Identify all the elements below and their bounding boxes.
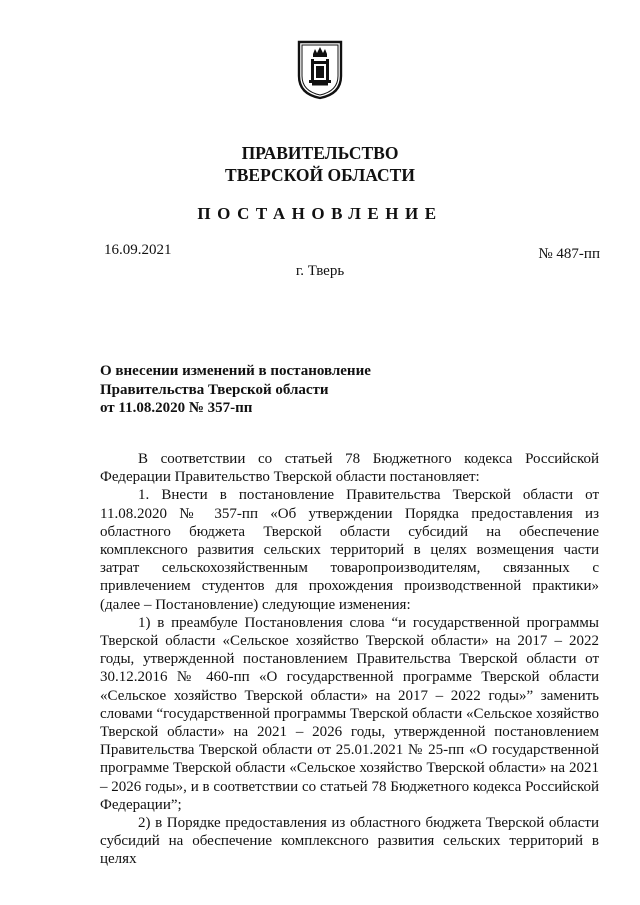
organization-name-line2: ТВЕРСКОЙ ОБЛАСТИ	[225, 165, 415, 185]
paragraph-subitem-1: 1) в преамбуле Постановления слова “и государственной программы Тверской области «Сельское хозяйство Тверской области» на 2017 – 2022 годы, утвержденной постановлением Правительства Тверской области от 30.12.2016 № 460-пп «О государственной программе Тверской области «Сельское хозяйство Тверской области» на 2017 – 2022 годы»” заменить словами “государственной программы Тверской области «Сельское хозяйство Тверской области» на 2021 – 2026 годы, утвержденной постановлением Правительства Тверской области от 25.01.2021 № 25-пп «О государственной программе Тверской области «Сельское хозяйство Тверской области» на 2021 – 2026 годы», и в соответствии со статьей 78 Бюджетного кодекса Российской Федерации”;	[100, 614, 599, 813]
document-number: № 487-пп	[538, 246, 600, 262]
paragraph-item-1: 1. Внести в постановление Правительства Тверской области от 11.08.2020 № 357-пп «Об утверждении Порядка предоставления из областного бюджета Тверской области субсидий на обеспечение комплексного развития сельских территорий в целях возмещения части затрат сельскохозяйственным товаропроизводителям, связанных с привлечением студентов для прохождения производственной практики» (далее – Постановление) следующие изменения:	[100, 487, 599, 613]
document-subject	[100, 362, 371, 418]
document-body	[100, 450, 599, 869]
paragraph-preamble: В соответствии со статьей 78 Бюджетного кодекса Российской Федерации Правительство Тверской области постановляет:	[100, 451, 599, 486]
organization-name-line1: ПРАВИТЕЛЬСТВО	[241, 143, 399, 163]
document-city: г. Тверь	[295, 263, 345, 279]
subject-line1: О внесении изменений в постановление	[100, 363, 371, 379]
coat-of-arms-icon	[297, 40, 343, 100]
subject-line3: от 11.08.2020 № 357-пп	[100, 400, 253, 416]
document-date: 16.09.2021	[104, 242, 172, 258]
document-type: ПОСТАНОВЛЕНИЕ	[197, 204, 443, 223]
subject-line2: Правительства Тверской области	[100, 381, 329, 398]
paragraph-subitem-2: 2) в Порядке предоставления из областного бюджета Тверской области субсидий на обеспечение комплексного развития сельских территорий в целях	[100, 815, 599, 868]
